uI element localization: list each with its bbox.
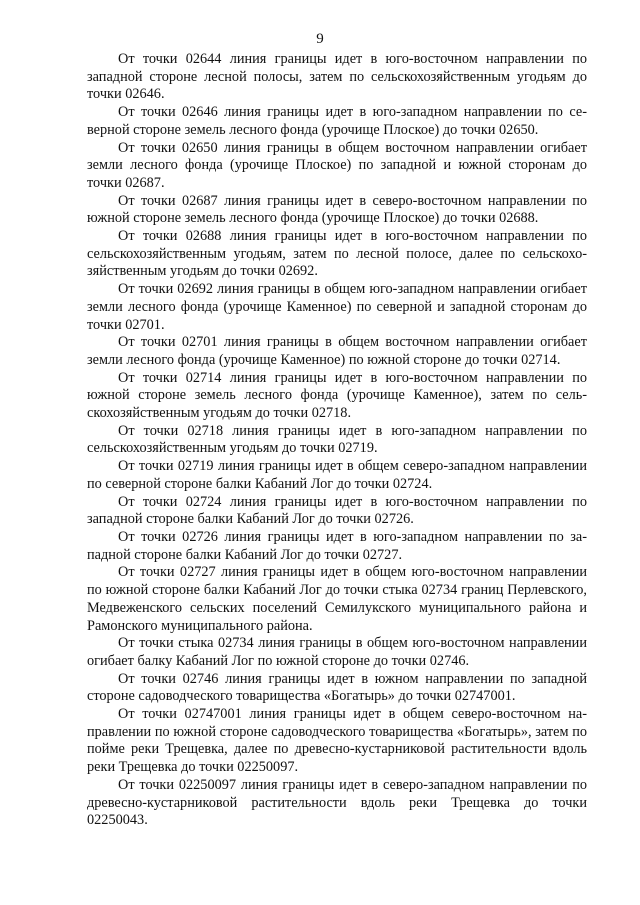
- paragraph-4: От точки 02687 линия границы идет в северо-восточном направлении по южной стороне земель лесного фонда (урочище Плоское) до точки 02688.: [87, 192, 587, 227]
- paragraph-6: От точки 02692 линия границы в общем юго-западном направлении огибает земли лесного фонда (урочище Каменное) по северной и западной сторонам до точки 02701.: [87, 281, 587, 333]
- document-body: [87, 51, 587, 830]
- paragraph-12: От точки 02726 линия границы идет в юго-западном направлении по западной стороне балки Кабаний Лог до точки 02727.: [87, 528, 587, 563]
- paragraph-17: От точки 02250097 линия границы идет в северо-западном направлении по древесно-кустарниковой растительности вдоль реки Трещевка до точки 02250043.: [87, 776, 587, 829]
- paragraph-10: От точки 02719 линия границы идет в общем северо-западном направлении по северной стороне балки Кабаний Лог до точки 02724.: [87, 458, 587, 492]
- paragraph-13: От точки 02727 линия границы идет в общем юго-восточном направлении по южной стороне балки Кабаний Лог до точки стыка 02734 границ Перлевского, Медвеженского сельских поселений Семилукского муниципального района и Рамонского муниципального района.: [87, 564, 587, 634]
- paragraph-7: От точки 02701 линия границы в общем восточном направлении огибает земли лесного фонда (урочище Каменное) по южной стороне до точки 02714.: [87, 334, 587, 368]
- page-number: 9: [316, 31, 324, 47]
- paragraph-16: От точки 02747001 линия границы идет в общем северо-восточном направлении по южной стороне садоводческого товарищества «Богатырь», затем по пойме реки Трещевка, далее по древесно-кустарниковой растительности вдоль реки Трещевка до точки 02250097.: [87, 706, 587, 776]
- paragraph-1: От точки 02644 линия границы идет в юго-восточном направлении по западной стороне лесной полосы, затем по сельскохозяйственным угодьям до точки 02646.: [87, 51, 587, 103]
- paragraph-11: От точки 02724 линия границы идет в юго-восточном направлении по западной стороне балки Кабаний Лог до точки 02726.: [87, 493, 587, 528]
- paragraph-15: От точки 02746 линия границы идет в южном направлении по западной стороне садоводческого товарищества «Богатырь» до точки 02747001.: [87, 670, 587, 705]
- paragraph-9: От точки 02718 линия границы идет в юго-западном направлении по сельскохозяйственным угодьям до точки 02719.: [87, 422, 587, 457]
- paragraph-5: От точки 02688 линия границы идет в юго-восточном направлении по сельскохозяйственным угодьям, затем по лесной полосе, далее по сельскохозяйственным угодьям до точки 02692.: [87, 228, 587, 280]
- paragraph-2: От точки 02646 линия границы идет в юго-западном направлении по северной стороне земель лесного фонда (урочище Плоское) до точки 02650.: [87, 104, 587, 138]
- paragraph-3: От точки 02650 линия границы в общем восточном направлении огибает земли лесного фонда (урочище Плоское) по западной и южной сторонам до точки 02687.: [87, 139, 587, 191]
- paragraph-8: От точки 02714 линия границы идет в юго-восточном направлении по южной стороне земель лесного фонда (урочище Каменное), затем по сельскохозяйственным угодьям до точки 02718.: [87, 369, 587, 422]
- paragraph-14: От точки стыка 02734 линия границы в общем юго-восточном направлении огибает балку Кабаний Лог по южной стороне до точки 02746.: [87, 635, 587, 669]
